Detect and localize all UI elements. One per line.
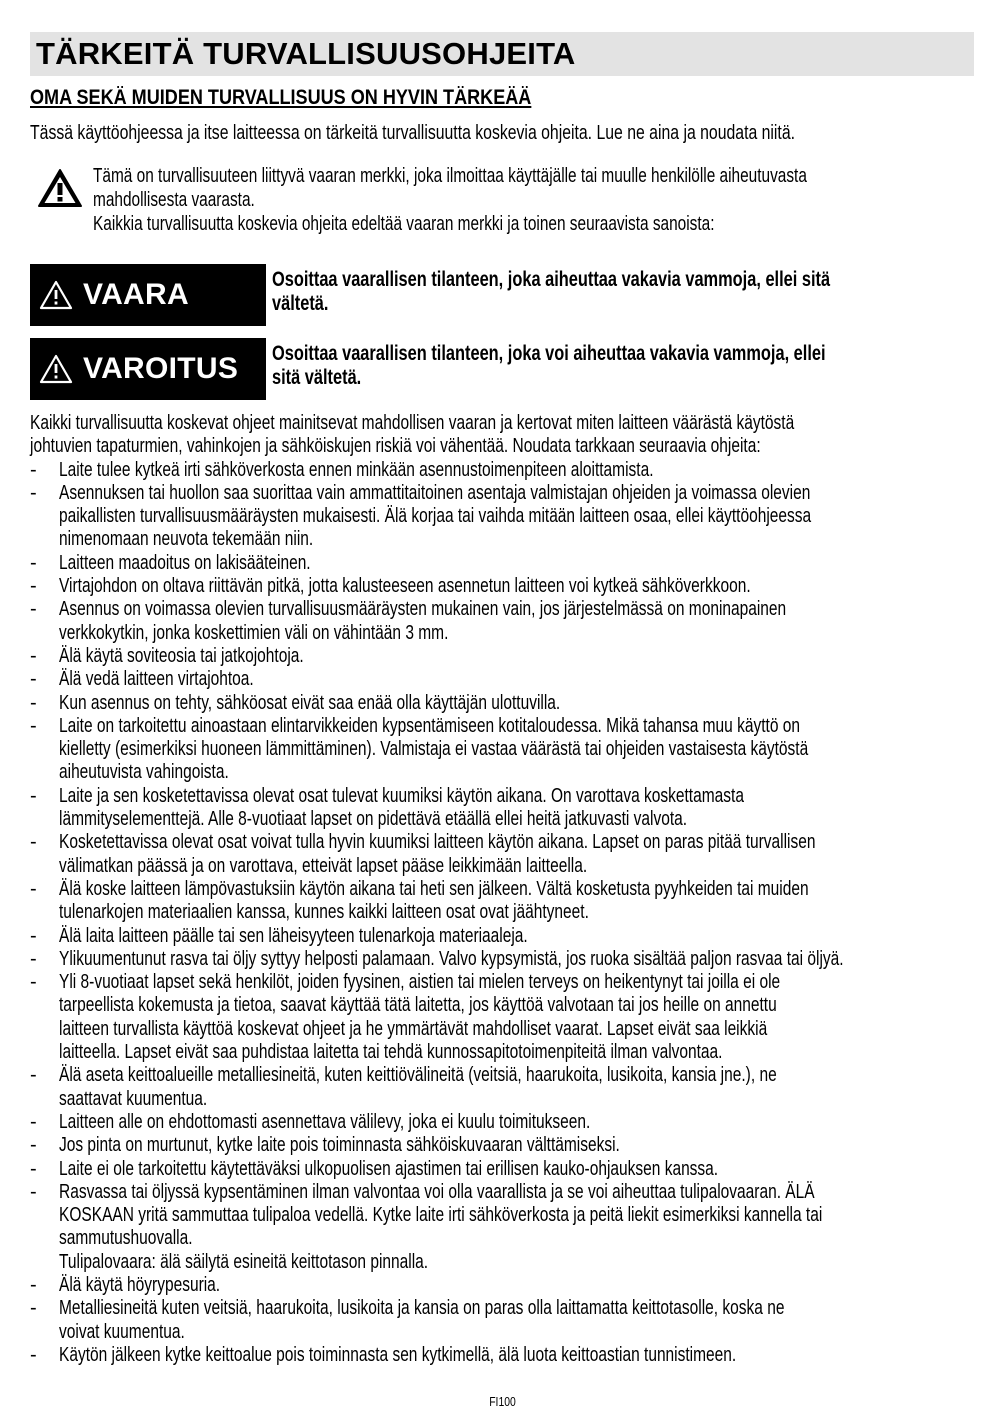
- signal-desc-line: sitä vältetä.: [272, 366, 362, 389]
- instruction-line: Asennuksen tai huollon saa suorittaa vain ammattitaitoinen asentaja valmistajan ohjeiden ja voimassa olevien: [59, 481, 811, 504]
- bullet-dash: -: [30, 831, 37, 854]
- instruction-line: Laite ei ole tarkoitettu käytettäväksi ulkopuolisen ajastimen tai erillisen kauko-ohjauksen kanssa.: [59, 1157, 719, 1180]
- instruction-item: [30, 552, 974, 575]
- instruction-line: verkkokytkin, jonka koskettimien väli on vähintään 3 mm.: [59, 621, 449, 644]
- instruction-list: [30, 459, 974, 1368]
- bullet-dash: -: [30, 1110, 37, 1133]
- instruction-line: Laitteen alle on ehdottomasti asennettava välilevy, joka ei kuulu toimitukseen.: [59, 1110, 591, 1133]
- symbol-text-line: Kaikkia turvallisuutta koskevia ohjeita edeltää vaaran merkki ja toinen seuraavista sanoista:: [93, 213, 715, 235]
- instruction-line: kielletty (esimerkiksi huoneen lämmittäminen). Valmistaja ei vastaa väärästä tai ohjeiden vastaisesta käytöstä: [59, 738, 809, 761]
- symbol-text-line: mahdollisesta vaarasta.: [93, 189, 255, 211]
- instruction-line: Kun asennus on tehty, sähköosat eivät saa enää olla käyttäjän ulottuvilla.: [59, 691, 561, 714]
- instruction-item: [30, 459, 974, 482]
- signal-word-vaara: [30, 264, 266, 326]
- signal-description: [272, 268, 972, 316]
- instruction-line: saattavat kuumentua.: [59, 1087, 208, 1110]
- bullet-dash: -: [30, 551, 37, 574]
- bullet-dash: -: [30, 644, 37, 667]
- instruction-item: [30, 1111, 974, 1134]
- safety-body: [30, 412, 974, 1367]
- instruction-line: Laite on tarkoitettu ainoastaan elintarvikkeiden kypsentämiseen kotitaloudessa. Mikä tahansa muu käyttö on: [59, 714, 800, 737]
- signal-desc-line: Osoittaa vaarallisen tilanteen, joka aiheuttaa vakavia vammoja, ellei sitä: [272, 268, 831, 291]
- title-bar: [30, 32, 974, 76]
- instruction-line: Älä vedä laitteen virtajohtoa.: [59, 668, 254, 691]
- bullet-dash: -: [30, 924, 37, 947]
- intro-text: Tässä käyttöohjeessa ja itse laitteessa on tärkeitä turvallisuutta koskevia ohjeita. Lue ne aina ja noudata niitä.: [30, 122, 796, 144]
- instruction-line: tulenarkojen materiaalien kanssa, kunnes kaikki laitteen osat ovat jäähtyneet.: [59, 901, 589, 924]
- instruction-line: laitteen turvallista käyttöä koskevat ohjeet ja he ymmärtävät mahdolliset vaarat. Lapset eivät saa leikkiä: [59, 1017, 768, 1040]
- instruction-line: Kosketettavissa olevat osat voivat tulla hyvin kuumiksi laitteen käytön aikana. Lapset on paras pitää turvallisen: [59, 831, 816, 854]
- instruction-item: [30, 925, 974, 948]
- bullet-dash: -: [30, 1134, 37, 1157]
- instruction-item: [30, 645, 974, 668]
- instruction-line: nimenomaan neuvota tekemään niin.: [59, 528, 314, 551]
- instruction-item: [30, 1274, 974, 1297]
- warning-triangle-icon: [39, 280, 73, 310]
- bullet-dash: -: [30, 481, 37, 504]
- bullet-dash: -: [30, 1297, 37, 1320]
- signal-desc-line: vältetä.: [272, 292, 329, 315]
- symbol-text-line: Tämä on turvallisuuteen liittyvä vaaran merkki, joka ilmoittaa käyttäjälle tai muulle henkilölle aiheutuvasta: [93, 165, 807, 187]
- instruction-item: [30, 668, 974, 691]
- instruction-item: [30, 1344, 974, 1367]
- instruction-line: Laite ja sen kosketettavissa olevat osat tulevat kuumiksi käytön aikana. On varottava koskettamasta: [59, 784, 744, 807]
- warning-triangle-icon: [37, 168, 83, 208]
- bullet-dash: -: [30, 458, 37, 481]
- instruction-item: [30, 482, 974, 552]
- instruction-line: paikallisten turvallisuusmääräysten mukaisesti. Älä korjaa tai vaihda mitään laitteen osaa, ellei käyttöohjeessa: [59, 505, 812, 528]
- instruction-line: Virtajohdon on oltava riittävän pitkä, jotta kalusteeseen asennetun laitteen voi kytkeä sähköverkkoon.: [59, 575, 751, 598]
- instruction-line: laitteella. Lapset eivät saa puhdistaa laitetta tai tehdä kunnossapitotoimenpiteitä ilman valvontaa.: [59, 1041, 723, 1064]
- instruction-item: [30, 948, 974, 971]
- instruction-item: [30, 715, 974, 785]
- instruction-item: [30, 575, 974, 598]
- instruction-item: [30, 1158, 974, 1181]
- instruction-line: lämmityselementtejä. Alle 8-vuotiaat lapset on pidettävä etäällä ellei heitä jatkuvasti valvota.: [59, 808, 688, 831]
- instruction-item: [30, 831, 974, 878]
- bullet-dash: -: [30, 1157, 37, 1180]
- instruction-item: [30, 971, 974, 1064]
- bullet-dash: -: [30, 1180, 37, 1203]
- bullet-dash: -: [30, 784, 37, 807]
- instruction-line: tarpeellista kokemusta ja tietoa, saavat käyttää tätä laitetta, jos käyttöä valvotaan tai jos heille on annettu: [59, 994, 777, 1017]
- general-text-line: johtuvien tapaturmien, vahinkojen ja sähköiskujen riskiä voi vähentää. Noudata tarkkaan seuraavia ohjeita:: [30, 435, 761, 458]
- signal-description: [272, 342, 972, 390]
- instruction-item: [30, 1134, 974, 1157]
- bullet-dash: -: [30, 575, 37, 598]
- signal-word: VAARA: [83, 278, 189, 311]
- instruction-line: Yli 8-vuotiaat lapset sekä henkilöt, joiden fyysinen, aistien tai mielen terveys on heikentynyt tai joilla ei ole: [59, 971, 781, 994]
- instruction-line: Älä aseta keittoalueille metalliesineitä, kuten keittiövälineitä (veitsiä, haarukoita, lusikoita, kansia jne.), ne: [59, 1064, 777, 1087]
- instruction-line: voivat kuumentua.: [59, 1320, 185, 1343]
- bullet-dash: -: [30, 971, 37, 994]
- instruction-line: sammutushuovalla.: [59, 1227, 193, 1250]
- bullet-dash: -: [30, 947, 37, 970]
- instruction-line: Laite tulee kytkeä irti sähköverkosta ennen minkään asennustoimenpiteen aloittamista.: [59, 458, 654, 481]
- signal-desc-line: Osoittaa vaarallisen tilanteen, joka voi aiheuttaa vakavia vammoja, ellei: [272, 342, 826, 365]
- instruction-line: Älä käytä soviteosia tai jatkojohtoja.: [59, 644, 304, 667]
- warning-triangle-icon: [39, 354, 73, 384]
- instruction-line: välimatkan päässä ja on varottava, etteivät lapset pääse leikkimään laitteella.: [59, 854, 588, 877]
- signal-word-varoitus: [30, 338, 266, 400]
- instruction-item: [30, 1064, 974, 1111]
- instruction-line: Tulipalovaara: älä säilytä esineitä keittotason pinnalla.: [59, 1250, 429, 1273]
- general-text-line: Kaikki turvallisuutta koskevat ohjeet mainitsevat mahdollisen vaaran ja kertovat miten laitteen väärästä käytöstä: [30, 412, 795, 434]
- instruction-item: [30, 785, 974, 832]
- bullet-dash: -: [30, 668, 37, 691]
- bullet-dash: -: [30, 691, 37, 714]
- instruction-line: Älä koske laitteen lämpövastuksiin käytön aikana tai heti sen jälkeen. Vältä kosketusta pyyhkeiden tai muiden: [59, 877, 809, 900]
- instruction-line: Laitteen maadoitus on lakisääteinen.: [59, 551, 311, 574]
- bullet-dash: -: [30, 1273, 37, 1296]
- instruction-line: KOSKAAN yritä sammuttaa tulipaloa vedellä. Kytke laite irti sähköverkosta ja peitä liekit esimerkiksi kannella tai: [59, 1204, 823, 1227]
- symbol-explanation: [93, 164, 973, 236]
- bullet-dash: -: [30, 1343, 37, 1366]
- page-title: TÄRKEITÄ TURVALLISUUSOHJEITA: [36, 36, 576, 71]
- instruction-line: Älä käytä höyrypesuria.: [59, 1273, 221, 1296]
- instruction-item: [30, 1297, 974, 1344]
- instruction-line: Käytön jälkeen kytke keittoalue pois toiminnasta sen kytkimellä, älä luota keittoastian tunnistimeen.: [59, 1343, 737, 1366]
- signal-word: VAROITUS: [83, 352, 239, 385]
- section-subtitle: OMA SEKÄ MUIDEN TURVALLISUUS ON HYVIN TÄRKEÄÄ: [30, 86, 532, 109]
- instruction-item: [30, 598, 974, 645]
- bullet-dash: -: [30, 714, 37, 737]
- instruction-line: Ylikuumentunut rasva tai öljy syttyy helposti palamaan. Valvo kypsymistä, jos ruoka sisältää paljon rasvaa tai öljyä.: [59, 947, 844, 970]
- instruction-item: [30, 692, 974, 715]
- bullet-dash: -: [30, 877, 37, 900]
- instruction-item: [30, 878, 974, 925]
- instruction-line: Metalliesineitä kuten veitsiä, haarukoita, lusikoita ja kansia on paras olla laittamatta keittotasolle, koska ne: [59, 1297, 785, 1320]
- instruction-line: Jos pinta on murtunut, kytke laite pois toiminnasta sähköiskuvaaran välttämiseksi.: [59, 1134, 620, 1157]
- instruction-line: Älä laita laitteen päälle tai sen läheisyyteen tulenarkoja materiaaleja.: [59, 924, 528, 947]
- instruction-line: aiheutuvista vahingoista.: [59, 761, 229, 784]
- instruction-item: [30, 1181, 974, 1274]
- bullet-dash: -: [30, 598, 37, 621]
- instruction-line: Rasvassa tai öljyssä kypsentäminen ilman valvontaa voi olla vaarallista ja se voi aiheuttaa tulipalovaaran. ÄLÄ: [59, 1180, 815, 1203]
- bullet-dash: -: [30, 1064, 37, 1087]
- page-footer-code: FI100: [489, 1394, 516, 1409]
- instruction-line: Asennus on voimassa olevien turvallisuusmääräysten mukainen vain, jos järjestelmässä on moninapainen: [59, 598, 787, 621]
